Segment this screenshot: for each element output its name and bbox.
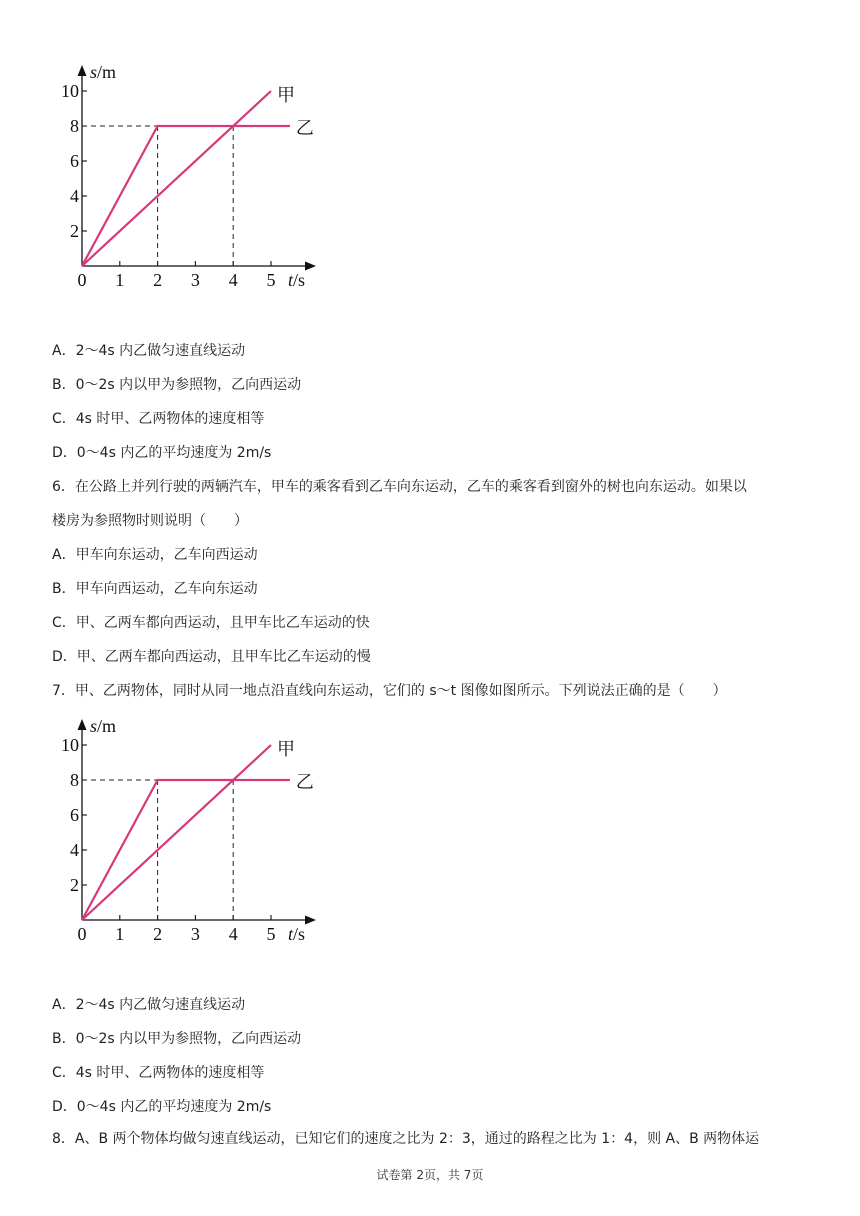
- st-graph-svg: [52, 52, 332, 292]
- q6-stem-line2: 楼房为参照物时则说明（ ）: [52, 513, 248, 529]
- q5-option-c[interactable]: C．4s 时甲、乙两物体的速度相等: [52, 411, 265, 427]
- x-axis-label: t/s: [288, 924, 306, 944]
- y-axis-arrow: [78, 719, 87, 730]
- y-tick-label: 2: [70, 221, 79, 241]
- st-graph-svg: [52, 706, 332, 946]
- q6-option-b[interactable]: B．甲车向西运动，乙车向东运动: [52, 581, 258, 597]
- y-tick-label: 4: [70, 840, 79, 860]
- q7-option-c[interactable]: C．4s 时甲、乙两物体的速度相等: [52, 1065, 265, 1081]
- q7-stem: 7．甲、乙两物体，同时从同一地点沿直线向东运动，它们的 s～t 图像如图所示。下列说法正确的是（ ）: [52, 683, 727, 699]
- q6-stem-line1: 6．在公路上并列行驶的两辆汽车，甲车的乘客看到乙车向东运动，乙车的乘客看到窗外的树也向东运动。如果以: [52, 479, 747, 495]
- q7-option-b[interactable]: B．0～2s 内以甲为参照物，乙向西运动: [52, 1031, 302, 1047]
- y-tick-label: 10: [61, 81, 79, 101]
- x-tick-label: 1: [115, 924, 125, 944]
- x-tick-label: 2: [153, 270, 163, 290]
- series-label: 甲: [277, 85, 295, 105]
- x-tick-label: 4: [228, 270, 238, 290]
- q6-option-d[interactable]: D．甲、乙两车都向西运动，且甲车比乙车运动的慢: [52, 649, 371, 665]
- x-tick-label: 0: [77, 270, 87, 290]
- st-graph-2: [52, 706, 332, 946]
- y-axis-arrow: [78, 65, 87, 76]
- q8-stem: 8．A、B 两个物体均做匀速直线运动，已知它们的速度之比为 2：3，通过的路程之比为 1：4，则 A、B 两物体运: [52, 1131, 760, 1147]
- y-tick-label: 4: [70, 186, 79, 206]
- x-tick-label: 5: [266, 270, 276, 290]
- series-line-yi: [82, 780, 290, 920]
- series-line-jia: [82, 745, 271, 920]
- y-tick-label: 6: [70, 151, 79, 171]
- y-axis-label: s/m: [90, 62, 117, 82]
- q6-option-a[interactable]: A．甲车向东运动，乙车向西运动: [52, 547, 258, 563]
- y-tick-label: 2: [70, 875, 79, 895]
- series-label: 乙: [295, 772, 314, 792]
- q7-option-d[interactable]: D．0～4s 内乙的平均速度为 2m/s: [52, 1099, 272, 1115]
- x-axis-arrow: [305, 916, 316, 925]
- x-tick-label: 1: [115, 270, 125, 290]
- series-line-yi: [82, 126, 290, 266]
- x-tick-label: 0: [77, 924, 87, 944]
- q5-option-a[interactable]: A．2～4s 内乙做匀速直线运动: [52, 343, 246, 359]
- series-label: 乙: [295, 118, 314, 138]
- x-tick-label: 4: [228, 924, 238, 944]
- st-graph-1: [52, 52, 332, 292]
- q6-option-c[interactable]: C．甲、乙两车都向西运动，且甲车比乙车运动的快: [52, 615, 370, 631]
- x-axis-label: t/s: [288, 270, 306, 290]
- series-line-jia: [82, 91, 271, 266]
- series-label: 甲: [277, 739, 295, 759]
- x-axis-arrow: [305, 262, 316, 271]
- y-tick-label: 8: [70, 770, 79, 790]
- q5-option-b[interactable]: B．0～2s 内以甲为参照物，乙向西运动: [52, 377, 302, 393]
- x-tick-label: 2: [153, 924, 163, 944]
- q7-option-a[interactable]: A．2～4s 内乙做匀速直线运动: [52, 997, 246, 1013]
- y-tick-label: 10: [61, 735, 79, 755]
- q5-option-d[interactable]: D．0～4s 内乙的平均速度为 2m/s: [52, 445, 272, 461]
- y-axis-label: s/m: [90, 716, 117, 736]
- x-tick-label: 3: [190, 924, 200, 944]
- page-footer: 试卷第 2页，共 7页: [376, 1168, 484, 1182]
- y-tick-label: 6: [70, 805, 79, 825]
- x-tick-label: 3: [190, 270, 200, 290]
- y-tick-label: 8: [70, 116, 79, 136]
- x-tick-label: 5: [266, 924, 276, 944]
